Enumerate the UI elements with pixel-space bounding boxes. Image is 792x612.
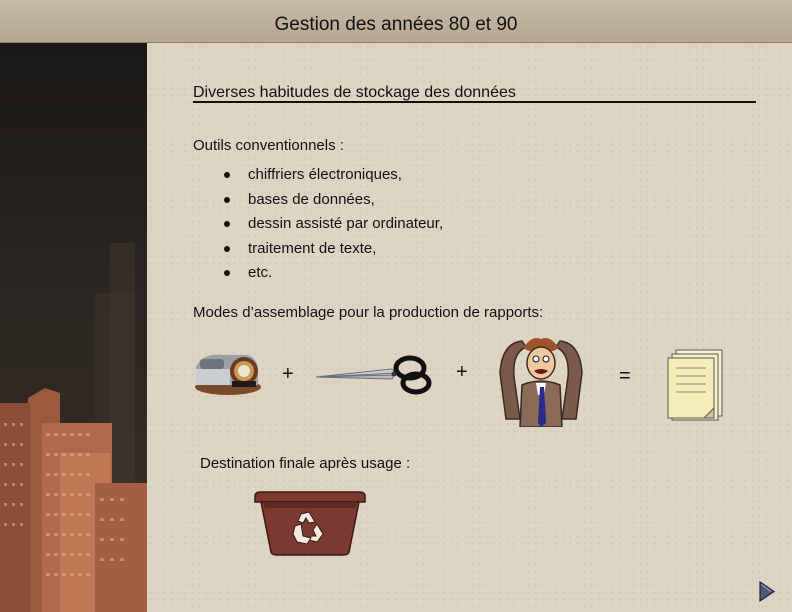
list-item [222, 215, 443, 240]
list-item [222, 166, 443, 191]
section-heading: Diverses habitudes de stockage des données [193, 84, 516, 101]
heading-underline [193, 101, 756, 103]
bullet-dot [224, 172, 230, 178]
destination-label: Destination finale après usage : [200, 455, 411, 472]
list-item [222, 191, 443, 216]
plus-operator-2: + [456, 361, 468, 383]
bullet-dot [224, 197, 230, 203]
bullet-dot [224, 246, 230, 252]
content-panel [147, 43, 792, 612]
assembly-label: Modes d’assemblage pour la production de rapports: [193, 304, 544, 321]
skyline-panel [0, 43, 147, 612]
slide-title: Gestion des années 80 et 90 [274, 14, 518, 35]
list-item-text: traitement de texte, [248, 239, 377, 257]
list-item-text: chiffriers électroniques, [248, 166, 402, 183]
plus-operator-1: + [282, 363, 294, 385]
equals-operator: = [619, 365, 631, 387]
next-arrow-icon[interactable] [759, 581, 775, 602]
skyline-image [0, 43, 147, 612]
list-item [222, 240, 443, 265]
list-item [222, 264, 443, 289]
scissors-icon [312, 355, 432, 395]
list-item-text: dessin assisté par ordinateur, [248, 215, 444, 232]
tape-dispenser-icon [192, 347, 264, 397]
list-item-text: etc. [248, 264, 273, 281]
bullet-dot [224, 270, 230, 276]
list-item-text: bases de données, [248, 190, 375, 208]
bullet-dot [224, 221, 230, 227]
recycling-bin-icon [253, 490, 367, 556]
title-bar [0, 0, 792, 43]
document-stack-icon [664, 346, 726, 422]
tools-label: Outils conventionnels : [193, 137, 344, 154]
frustrated-person-icon [496, 333, 586, 427]
tools-list [222, 166, 443, 289]
